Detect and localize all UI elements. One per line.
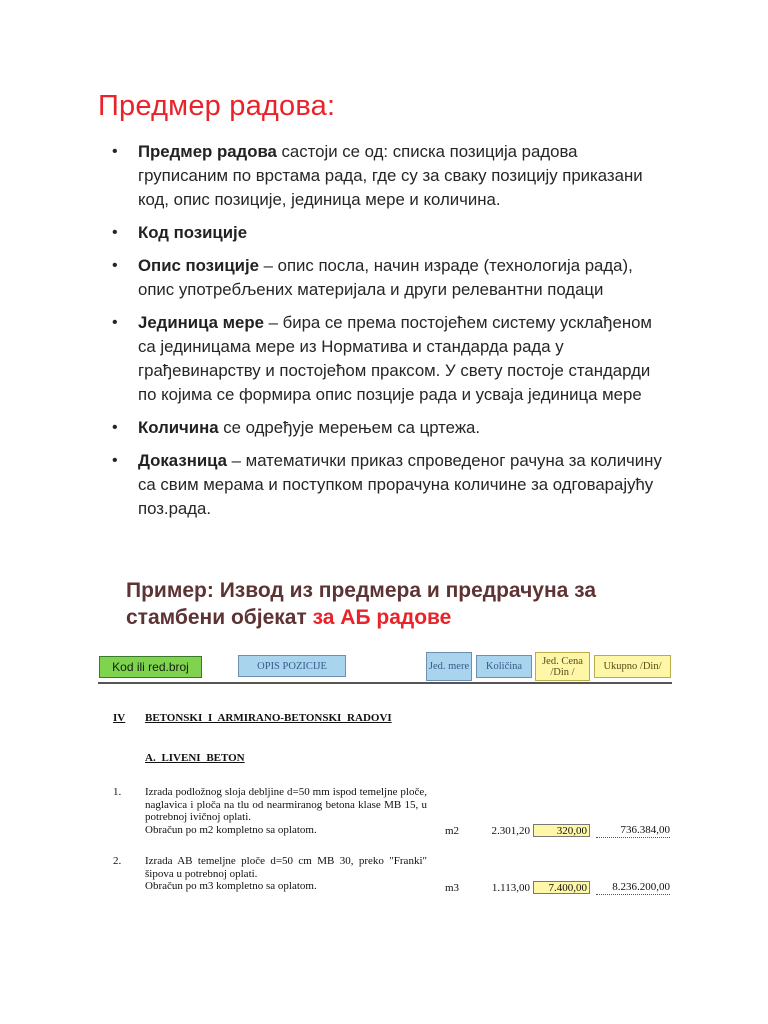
item-description-text: Izrada AB temeljne ploče d=50 cm MB 30, preko "Franki" šipova u potrebnoj oplati. bbox=[145, 855, 427, 880]
header-unit: Jed. mere bbox=[426, 652, 472, 681]
item-total: 8.236.200,00 bbox=[596, 881, 670, 895]
header-quantity: Količina bbox=[476, 655, 532, 678]
bullet-text: – опис посла, начин израде (технологија рада), опис употребљених материјала и други релевантни подаци bbox=[138, 256, 633, 299]
item-total: 736.384,00 bbox=[596, 824, 670, 838]
section-number: IV bbox=[113, 712, 126, 724]
bullet-text: састоји се од: списка позиција радова груписаним по врстама рада, где су за сваку позицију приказани код, опис позиције, јединица мере и количина. bbox=[138, 142, 643, 209]
header-code: Kod ili red.broj bbox=[99, 656, 202, 678]
bullet-term: Опис позиције bbox=[138, 256, 259, 275]
bullet-item bbox=[112, 140, 672, 212]
item-number: 2. bbox=[113, 855, 122, 867]
item-quantity: 2.301,20 bbox=[491, 825, 530, 837]
bullet-item bbox=[112, 311, 672, 407]
bullet-term: Количина bbox=[138, 418, 219, 437]
bullet-term: Јединица мере bbox=[138, 313, 264, 332]
bullet-text: се одређује мерењем са цртежа. bbox=[218, 418, 481, 437]
item-unit: m3 bbox=[445, 882, 460, 894]
item-unit-price: 7.400,00 bbox=[533, 881, 590, 894]
header-divider bbox=[98, 682, 672, 684]
bullet-icon: • bbox=[112, 314, 118, 331]
bullet-text: – математички приказ спроведеног рачуна за количину са свим мерама и поступком прорачуна количине за одговарајућу поз.рада. bbox=[138, 451, 662, 518]
item-calc-note: Obračun po m2 kompletno sa oplatom. bbox=[145, 824, 317, 837]
header-unit-price: Jed. Cena /Din / bbox=[535, 652, 590, 681]
bullet-term: Доказница bbox=[138, 451, 227, 470]
header-description: OPIS POZICIJE bbox=[238, 655, 346, 677]
bullet-icon: • bbox=[112, 419, 118, 436]
bullet-icon: • bbox=[112, 224, 118, 241]
subsection-title: A. LIVENI BETON bbox=[145, 752, 245, 764]
bullet-icon: • bbox=[112, 257, 118, 274]
item-description-text: Izrada podložnog sloja debljine d=50 mm ispod temeljne ploče, naglavica i ploča na tlu od nearmiranog betona klase MB 15, u potrebnoj ivičnoj oplati. bbox=[145, 786, 427, 824]
item-unit-price: 320,00 bbox=[533, 824, 590, 837]
item-calc-note: Obračun po m3 kompletno sa oplatom. bbox=[145, 880, 317, 893]
bullet-text: – бира се према постојећем систему усклађеном са јединицама мере из Норматива и стандарда рада у грађевинарству и постојећом праксом. У свету постоје стандарди по којима се формира опис позције рада и усваја јединица мере bbox=[138, 313, 652, 404]
example-heading-main: Пример: Извод из предмера и предрачуна за стамбени објекат bbox=[126, 579, 596, 629]
example-heading-highlight: за АБ радове bbox=[312, 606, 452, 629]
item-description bbox=[145, 855, 427, 893]
bullet-item bbox=[112, 449, 672, 521]
item-number: 1. bbox=[113, 786, 122, 798]
bullet-list bbox=[112, 140, 672, 530]
section-title: BETONSKI I ARMIRANO-BETONSKI RADOVI bbox=[145, 712, 392, 724]
item-quantity: 1.113,00 bbox=[491, 882, 530, 894]
bullet-term: Предмер радова bbox=[138, 142, 277, 161]
example-heading bbox=[126, 577, 686, 631]
item-unit: m2 bbox=[445, 825, 460, 837]
item-description bbox=[145, 786, 427, 837]
bullet-item bbox=[112, 254, 672, 302]
bullet-item bbox=[112, 221, 672, 245]
page-title: Предмер радова: bbox=[98, 90, 336, 122]
bullet-item bbox=[112, 416, 672, 440]
bullet-term: Код позиције bbox=[138, 223, 248, 242]
bullet-icon: • bbox=[112, 143, 118, 160]
bullet-icon: • bbox=[112, 452, 118, 469]
header-total: Ukupno /Din/ bbox=[594, 655, 671, 678]
